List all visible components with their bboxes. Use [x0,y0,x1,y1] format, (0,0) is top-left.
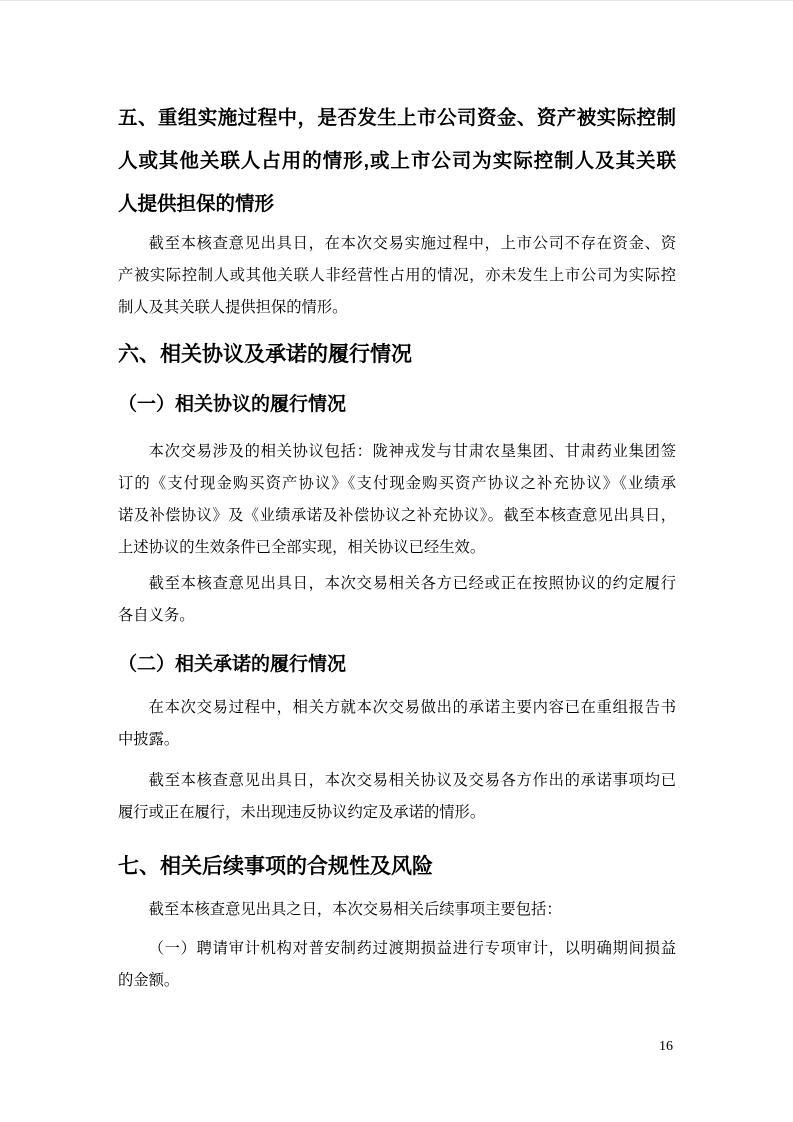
paragraph-agreement-performance [118,568,676,632]
text-line: 中披露。 [118,731,180,748]
text-line: 截至本核查意见出具之日，本次交易相关后续事项主要包括： [148,901,562,918]
text-line: 截至本核查意见出具日，本次交易相关协议及交易各方作出的承诺事项均已 [148,772,676,789]
text-line: 五、重组实施过程中，是否发生上市公司资金、资产被实际控制 [118,107,676,129]
text-line: （一）聘请审计机构对普安制药过渡期损益进行专项审计，以明确期间损益 [148,940,676,957]
text-line: 订的《支付现金购买资产协议》《支付现金购买资产协议之补充协议》《业绩承 [118,475,676,492]
text-line: 各自义务。 [118,607,195,624]
text-line: 制人及其关联人提供担保的情形。 [118,299,348,316]
text-line: 在本次交易过程中，相关方就本次交易做出的承诺主要内容已在重组报告书 [148,699,676,716]
text-line: 本次交易涉及的相关协议包括：陇神戎发与甘肃农垦集团、甘肃药业集团签 [148,443,676,460]
text-line: 七、相关后续事项的合规性及风险 [118,855,433,878]
text-line: 人提供担保的情形 [118,193,275,215]
text-line: （一）相关协议的履行情况 [118,394,347,415]
paragraph-commitments-performance [118,765,676,829]
text-line: 截至本核查意见出具日，本次交易相关各方已经或正在按照协议的约定履行 [148,575,676,592]
text-line: 六、相关协议及承诺的履行情况 [118,343,412,366]
paragraph-follow-up-intro [118,894,676,926]
paragraph-follow-up-item-1 [118,933,676,997]
section-heading-6 [118,338,676,372]
paragraph-related-agreements [118,436,676,564]
paragraph-commitments-disclosed [118,692,676,756]
text-line: 的金额。 [118,972,180,989]
text-line: 截至本核查意见出具日，在本次交易实施过程中，上市公司不存在资金、资 [148,235,676,252]
text-line: 诺及补偿协议》及《业绩承诺及补偿协议之补充协议》。截至本核查意见出具日， [118,507,676,524]
text-line: 履行或正在履行，未出现违反协议约定及承诺的情形。 [118,804,486,821]
section-heading-5 [118,97,676,226]
paragraph-occupation-guarantee-status [118,228,676,324]
page-number: 16 [659,1039,673,1054]
text-line: 人或其他关联人占用的情形,或上市公司为实际控制人及其关联 [118,150,676,172]
section-heading-7 [118,850,676,884]
text-line: （二）相关承诺的履行情况 [118,654,347,675]
subsection-heading-agreements [118,388,676,422]
subsection-heading-commitments [118,648,676,682]
text-line: 上述协议的生效条件已全部实现，相关协议已经生效。 [118,539,486,556]
text-line: 产被实际控制人或其他关联人非经营性占用的情况，亦未发生上市公司为实际控 [118,267,676,284]
